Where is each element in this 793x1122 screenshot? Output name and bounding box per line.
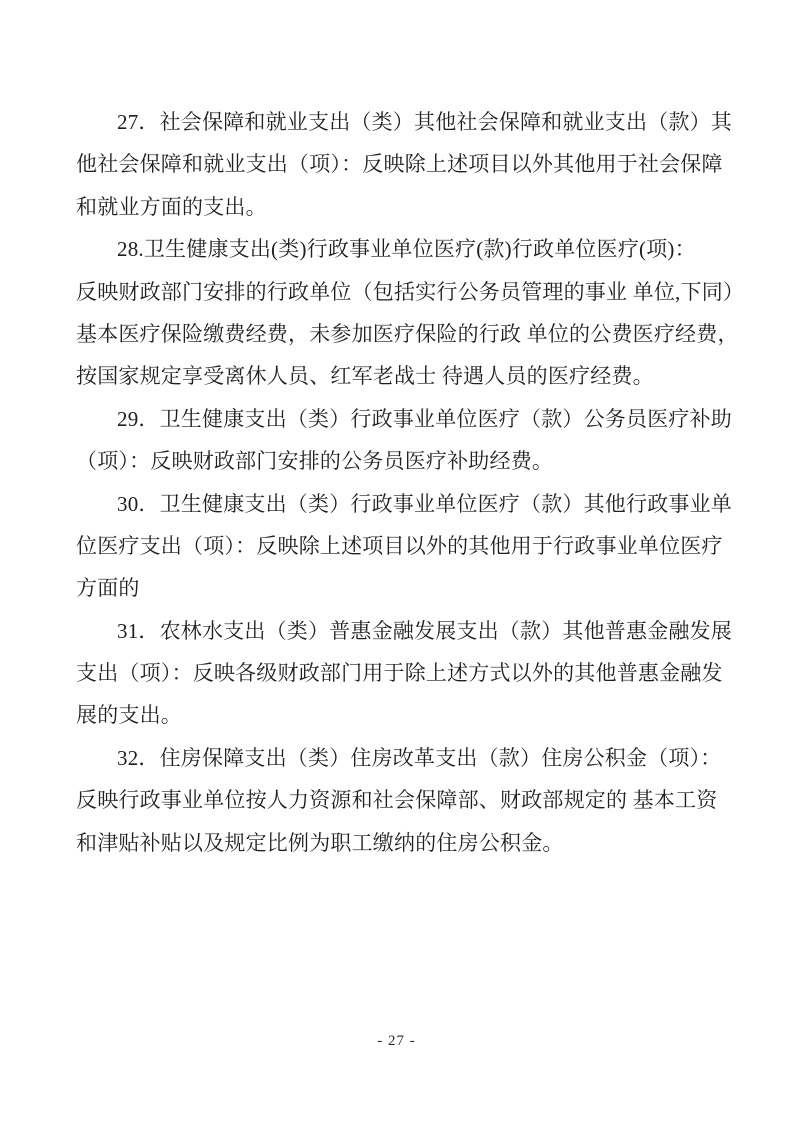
text-line: 方面的 <box>76 576 140 601</box>
document-body <box>76 101 745 864</box>
paragraph-30 <box>76 483 736 610</box>
text-line: 和津贴补贴以及规定比例为职工缴纳的住房公积金。 <box>76 830 564 855</box>
paragraph-29 <box>76 398 736 483</box>
page-footer <box>0 1031 793 1051</box>
text-line: 28.卫生健康支出(类)行政事业单位医疗(款)行政单位医疗(项)： <box>117 237 696 262</box>
text-line: 29．卫生健康支出（类）行政事业单位医疗（款）公务员医疗补助 <box>117 406 732 431</box>
text-line: 基本医疗保险缴费经费，未参加医疗保险的行政 单位的公费医疗经费， <box>76 321 739 346</box>
page-number: - 27 - <box>377 1033 416 1049</box>
text-line: 27．社会保障和就业支出（类）其他社会保障和就业支出（款）其 <box>117 110 732 134</box>
text-line: 32．住房保障支出（类）住房改革支出（款）住房公积金（项）： <box>117 745 722 770</box>
paragraph-27 <box>76 101 736 228</box>
paragraph-31 <box>76 610 736 737</box>
text-line: 反映行政事业单位按人力资源和社会保障部、财政部规定的 基本工资 <box>76 788 718 813</box>
text-line: 30．卫生健康支出（类）行政事业单位医疗（款）其他行政事业单 <box>117 491 732 516</box>
text-line: 和就业方面的支出。 <box>76 194 267 219</box>
text-line: 支出（项）：反映各级财政部门用于除上述方式以外的其他普惠金融发 <box>76 661 723 686</box>
text-line: 展的支出。 <box>76 703 182 728</box>
text-line: 31．农林水支出（类）普惠金融发展支出（款）其他普惠金融发展 <box>117 618 732 643</box>
text-line: 他社会保障和就业支出（项）：反映除上述项目以外其他用于社会保障 <box>76 152 723 177</box>
text-line: 位医疗支出（项）：反映除上述项目以外的其他用于行政事业单位医疗 <box>76 533 723 558</box>
text-line: 反映财政部门安排的行政单位（包括实行公务员管理的事业 单位,下同） <box>76 279 745 304</box>
text-line: （项）：反映财政部门安排的公务员医疗补助经费。 <box>76 449 554 474</box>
text-line: 按国家规定享受离休人员、红军老战士 待遇人员的医疗经费。 <box>76 364 654 389</box>
paragraph-32 <box>76 737 736 864</box>
paragraph-28 <box>76 228 745 398</box>
